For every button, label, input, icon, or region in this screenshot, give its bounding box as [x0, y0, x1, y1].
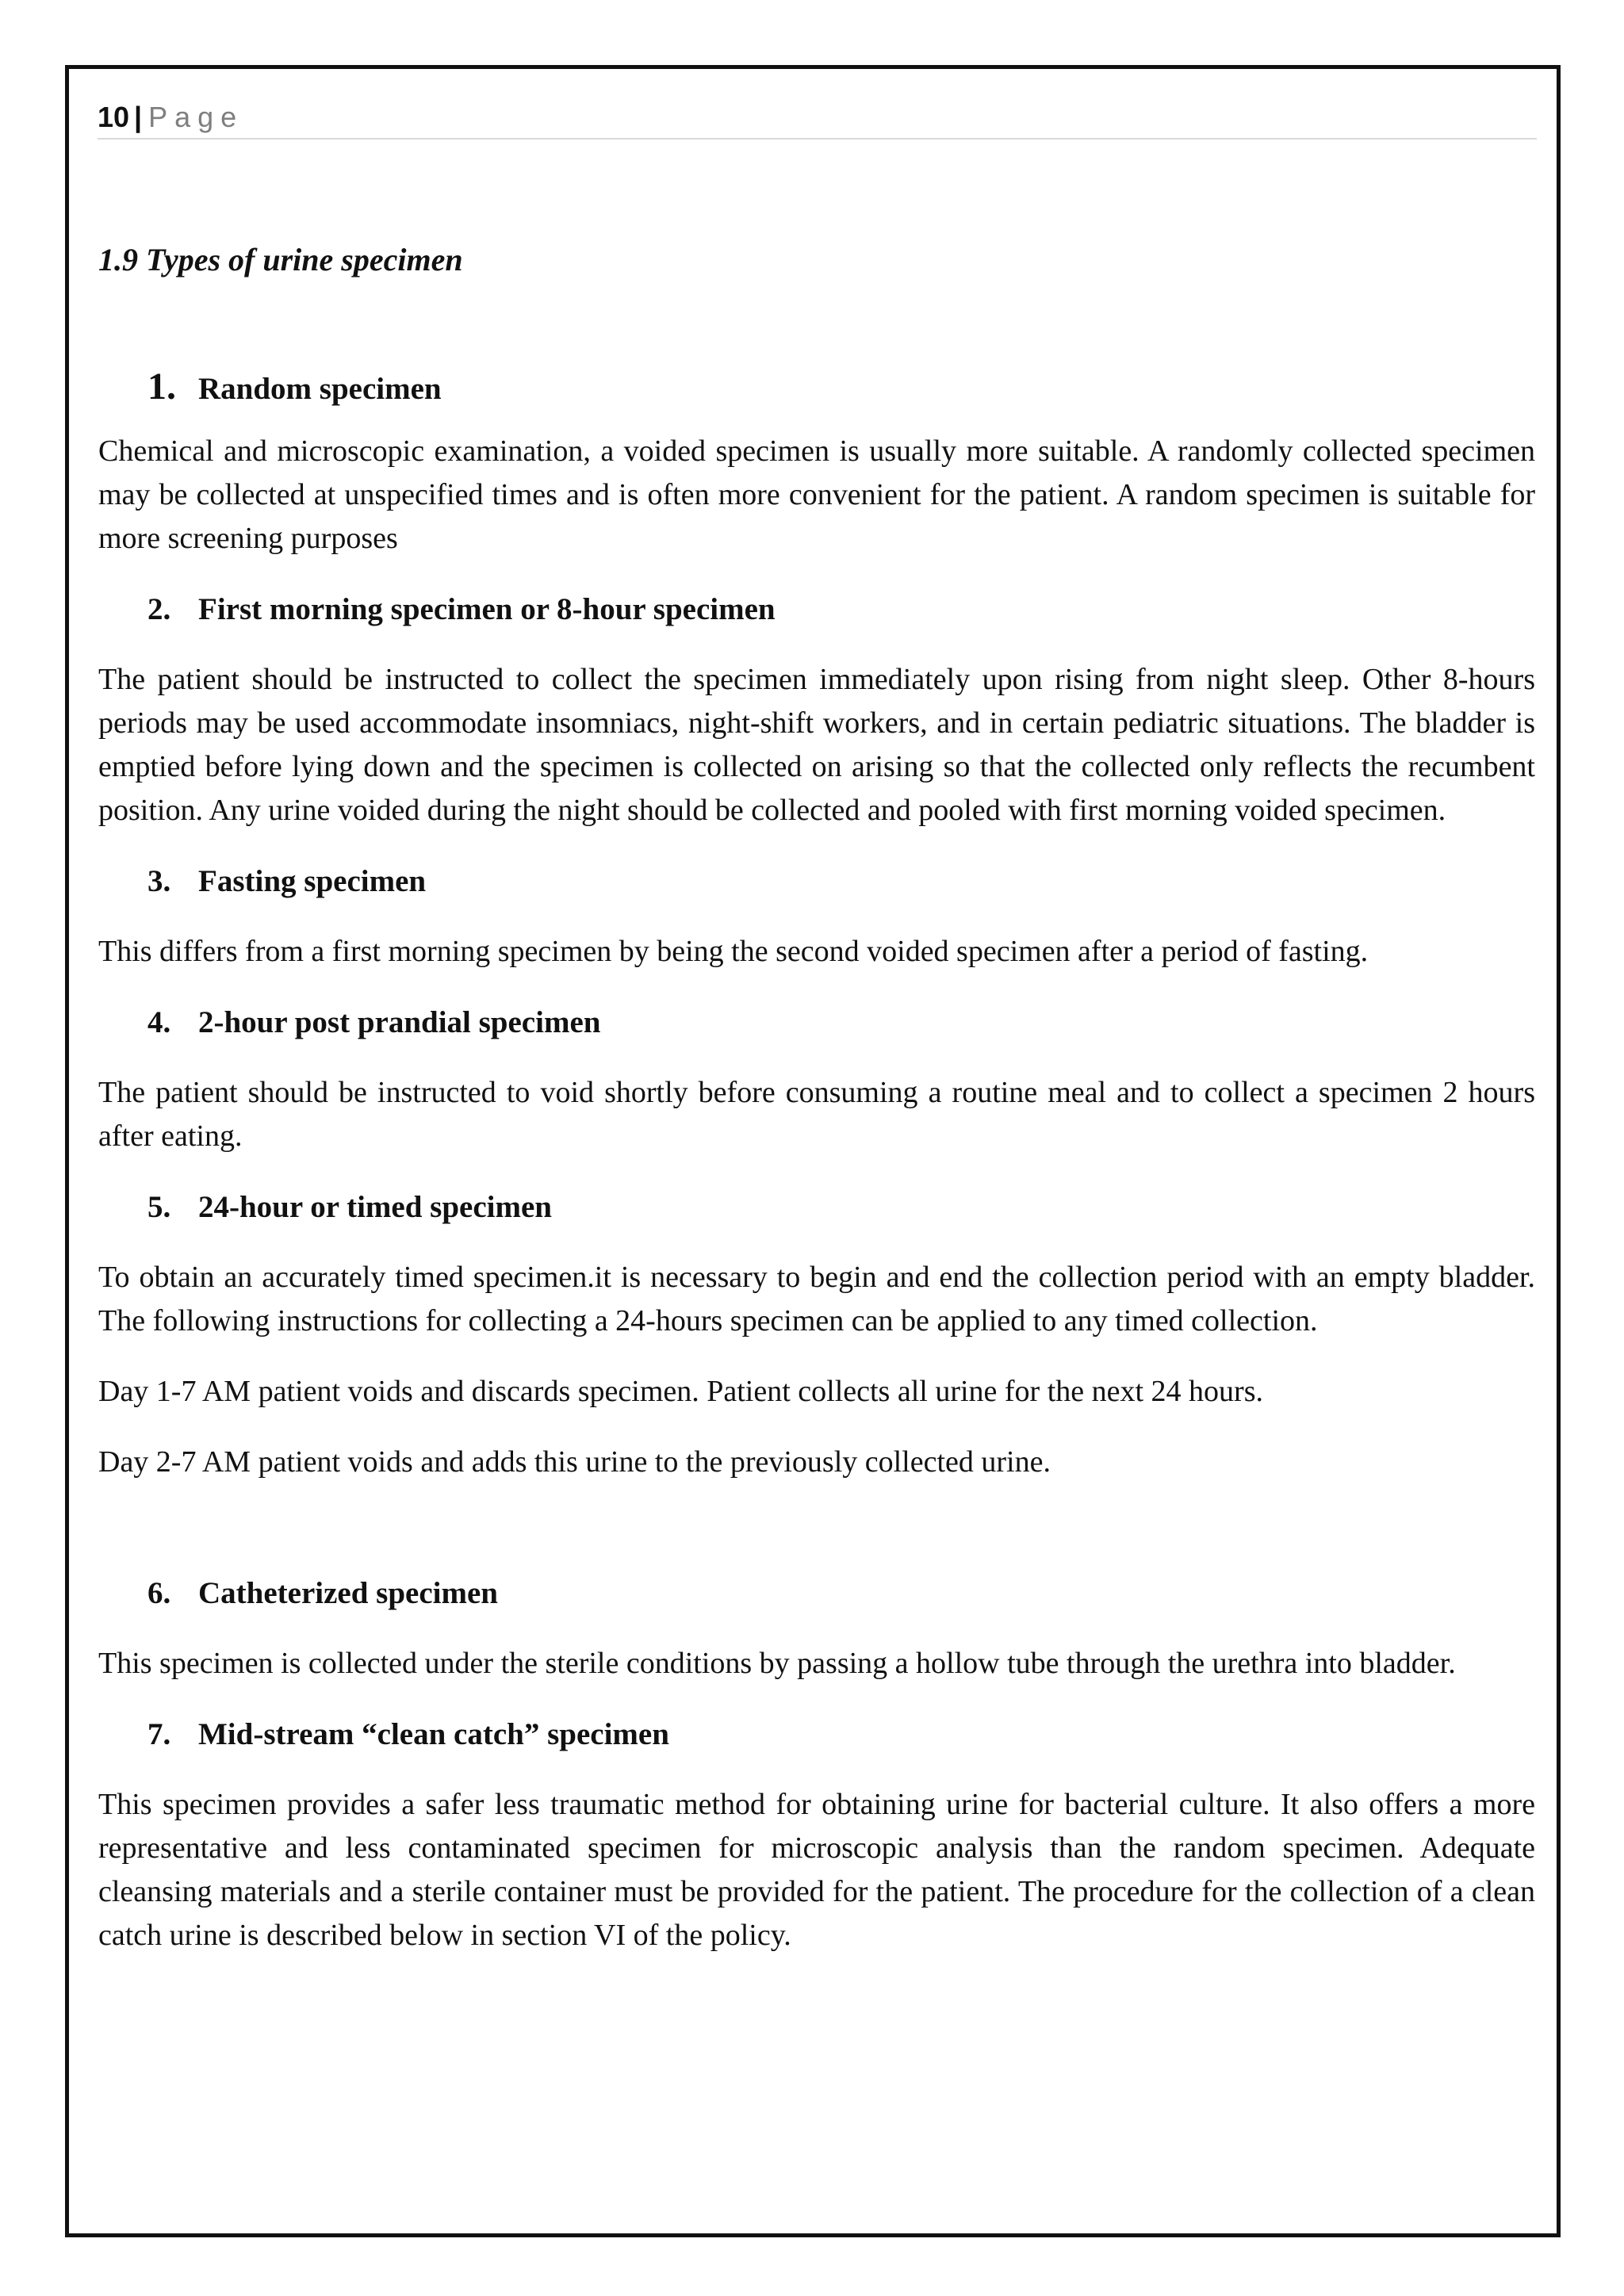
document-body: [98, 238, 1535, 1957]
item-title: First morning specimen or 8-hour specimen: [198, 592, 776, 626]
item-number: 3.: [147, 864, 171, 898]
item-number: 5.: [147, 1190, 171, 1224]
section-title: 1.9 Types of urine specimen: [98, 242, 463, 277]
paragraph-timed: To obtain an accurately timed specimen.it is necessary to begin and end the collection period with an empty bladder. The following instructions for collecting a 24-hours specimen can be applied to any timed collection.: [98, 1261, 1535, 1337]
item-title: Mid-stream “clean catch” specimen: [198, 1717, 669, 1751]
paragraph-catheterized: This specimen is collected under the sterile conditions by passing a hollow tube through the urethra into bladder.: [98, 1647, 1456, 1680]
item-title: Catheterized specimen: [198, 1576, 498, 1610]
item-heading-catheterized: [98, 1571, 1535, 1615]
item-title: Random specimen: [198, 372, 442, 406]
paragraph-post-prandial: The patient should be instructed to void shortly before consuming a routine meal and to collect a specimen 2 hours after eating.: [98, 1076, 1535, 1153]
paragraph-mid-stream: This specimen provides a safer less traumatic method for obtaining urine for bacterial culture. It also offers a more representative and less contaminated specimen for microscopic analysis than the random specimen. Adequate cleansing materials and a sterile container must be provided for the patient. The procedure for the collection of a clean catch urine is described below in section VI of the policy.: [98, 1788, 1535, 1952]
item-number: 1.: [147, 365, 176, 408]
item-heading-timed: [98, 1185, 1535, 1229]
paragraph-day-1: Day 1-7 AM patient voids and discards specimen. Patient collects all urine for the next 24 hours.: [98, 1375, 1263, 1408]
page-number: 10: [98, 101, 130, 133]
item-number: 2.: [147, 592, 171, 626]
item-number: 6.: [147, 1576, 171, 1610]
item-number: 4.: [147, 1005, 171, 1039]
paragraph-fasting: This differs from a first morning specimen by being the second voided specimen after a period of fasting.: [98, 935, 1369, 968]
item-heading-first-morning: [98, 587, 1535, 631]
item-title: 2-hour post prandial specimen: [198, 1005, 601, 1039]
paragraph-first-morning: The patient should be instructed to collect the specimen immediately upon rising from night sleep. Other 8-hours periods may be used accommodate insomniacs, night-shift workers, and in certain pediatric situations. The bladder is emptied before lying down and the specimen is collected on arising so that the collected only reflects the recumbent position. Any urine voided during the night should be collected and pooled with first morning voided specimen.: [98, 663, 1535, 827]
paragraph-day-2: Day 2-7 AM patient voids and adds this urine to the previously collected urine.: [98, 1445, 1051, 1479]
page-word: Page: [148, 101, 244, 133]
item-heading-random: [98, 365, 1535, 411]
item-heading-fasting: [98, 859, 1535, 903]
page-separator: |: [134, 101, 143, 133]
item-title: 24-hour or timed specimen: [198, 1190, 552, 1224]
item-heading-post-prandial: [98, 1001, 1535, 1044]
paragraph-random: Chemical and microscopic examination, a voided specimen is usually more suitable. A randomly collected specimen may be collected at unspecified times and is often more convenient for the patient. A random specimen is suitable for more screening purposes: [98, 434, 1535, 555]
item-title: Fasting specimen: [198, 864, 427, 898]
item-number: 7.: [147, 1717, 171, 1751]
item-heading-mid-stream: [98, 1712, 1535, 1756]
page-header: [98, 97, 1537, 140]
